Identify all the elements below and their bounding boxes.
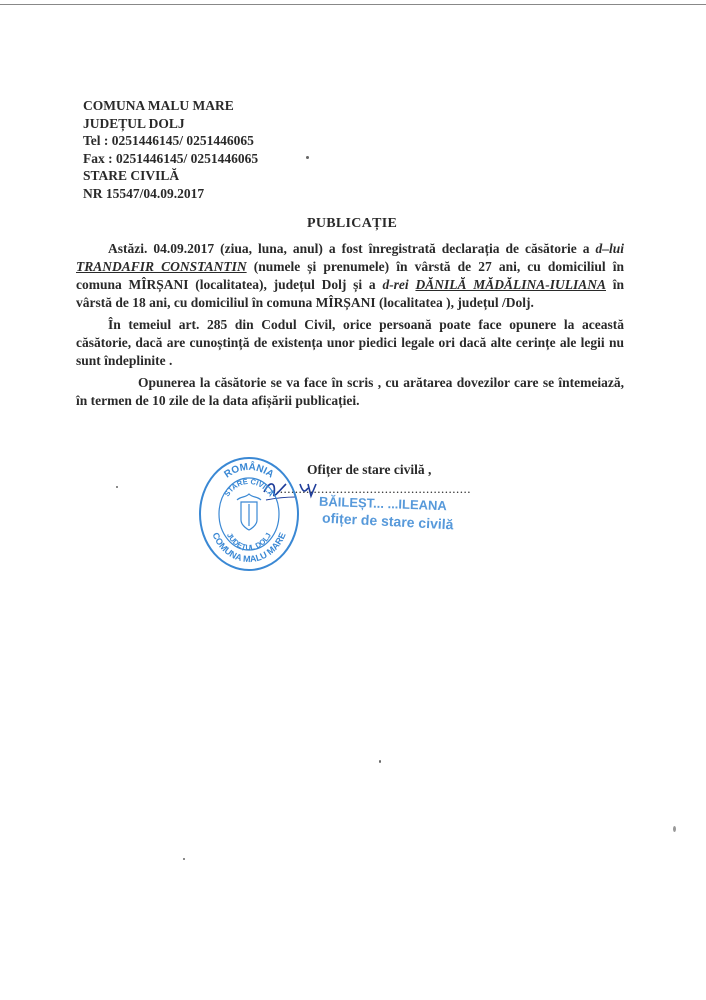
scan-speck (116, 486, 118, 488)
scan-speck (673, 826, 676, 832)
coat-of-arms-icon (237, 494, 261, 530)
scan-speck (306, 156, 309, 159)
bride-name: DĂNILĂ MĂDĂLINA-IULIANA (415, 277, 606, 292)
scan-speck (183, 858, 185, 860)
paragraph-legal-basis: În temeiul art. 285 din Codul Civil, orice persoană poate face opunere la această căsătorie, dacă are cunoștință de existența unor piedici legale ori dacă alte cerințe ale legii nu sunt îndeplinite . (76, 317, 624, 368)
page-edge-line (0, 4, 706, 5)
officer-name-stamp: BĂILEȘT... ...ILEANA (318, 493, 448, 514)
commune-name: COMUNA MALU MARE (83, 98, 234, 113)
stamp-commune: COMUNA MALU MARE (210, 531, 288, 565)
stamp-county: JUDEȚUL DOLJ (225, 531, 273, 553)
scan-speck (379, 760, 381, 763)
fax: Fax : 0251446145/ 0251446065 (83, 150, 259, 166)
document-title: PUBLICAȚIE (307, 216, 398, 231)
officer-label: Ofițer de stare civilă , (307, 462, 432, 477)
stamp-department: STARE CIVILĂ (222, 476, 276, 499)
official-stamp (197, 454, 301, 572)
officer-title-stamp: ofițer de stare civilă (321, 509, 454, 533)
document-body (76, 240, 624, 414)
signature-line: .................................................... (276, 481, 471, 496)
institution-header (83, 97, 258, 203)
stamp-country: ROMÂNIA (222, 461, 276, 481)
paragraph-declaration: Astăzi. 04.09.2017 (ziua, luna, anul) a fost înregistrată declarația de căsătorie a d–lui TRANDAFIR CONSTANTIN (numele și prenumele) în vârstă de 27 ani, cu domiciliul în comuna MÎRȘANI (localitatea), județul Dolj și a d-rei DĂNILĂ MĂDĂLINA-IULIANA în vârstă de 18 ani, cu domiciliul în comuna MÎRȘANI (localitatea ), județul /Dolj. (76, 241, 625, 310)
registration-number: NR 15547/04.09.2017 (83, 185, 205, 201)
county-name: JUDEȚUL DOLJ (83, 115, 185, 131)
groom-name: TRANDAFIR CONSTANTIN (76, 259, 247, 274)
svg-text:STARE CIVILĂ (222, 477, 276, 499)
telephone: Tel : 0251446145/ 0251446065 (83, 133, 254, 149)
department: STARE CIVILĂ (83, 168, 180, 184)
paragraph-opposition: Opunerea la căsătorie se va face în scris , cu arătarea dovezilor care se întemeiază, în termen de 10 zile de la data afișării publicației. (76, 375, 624, 408)
